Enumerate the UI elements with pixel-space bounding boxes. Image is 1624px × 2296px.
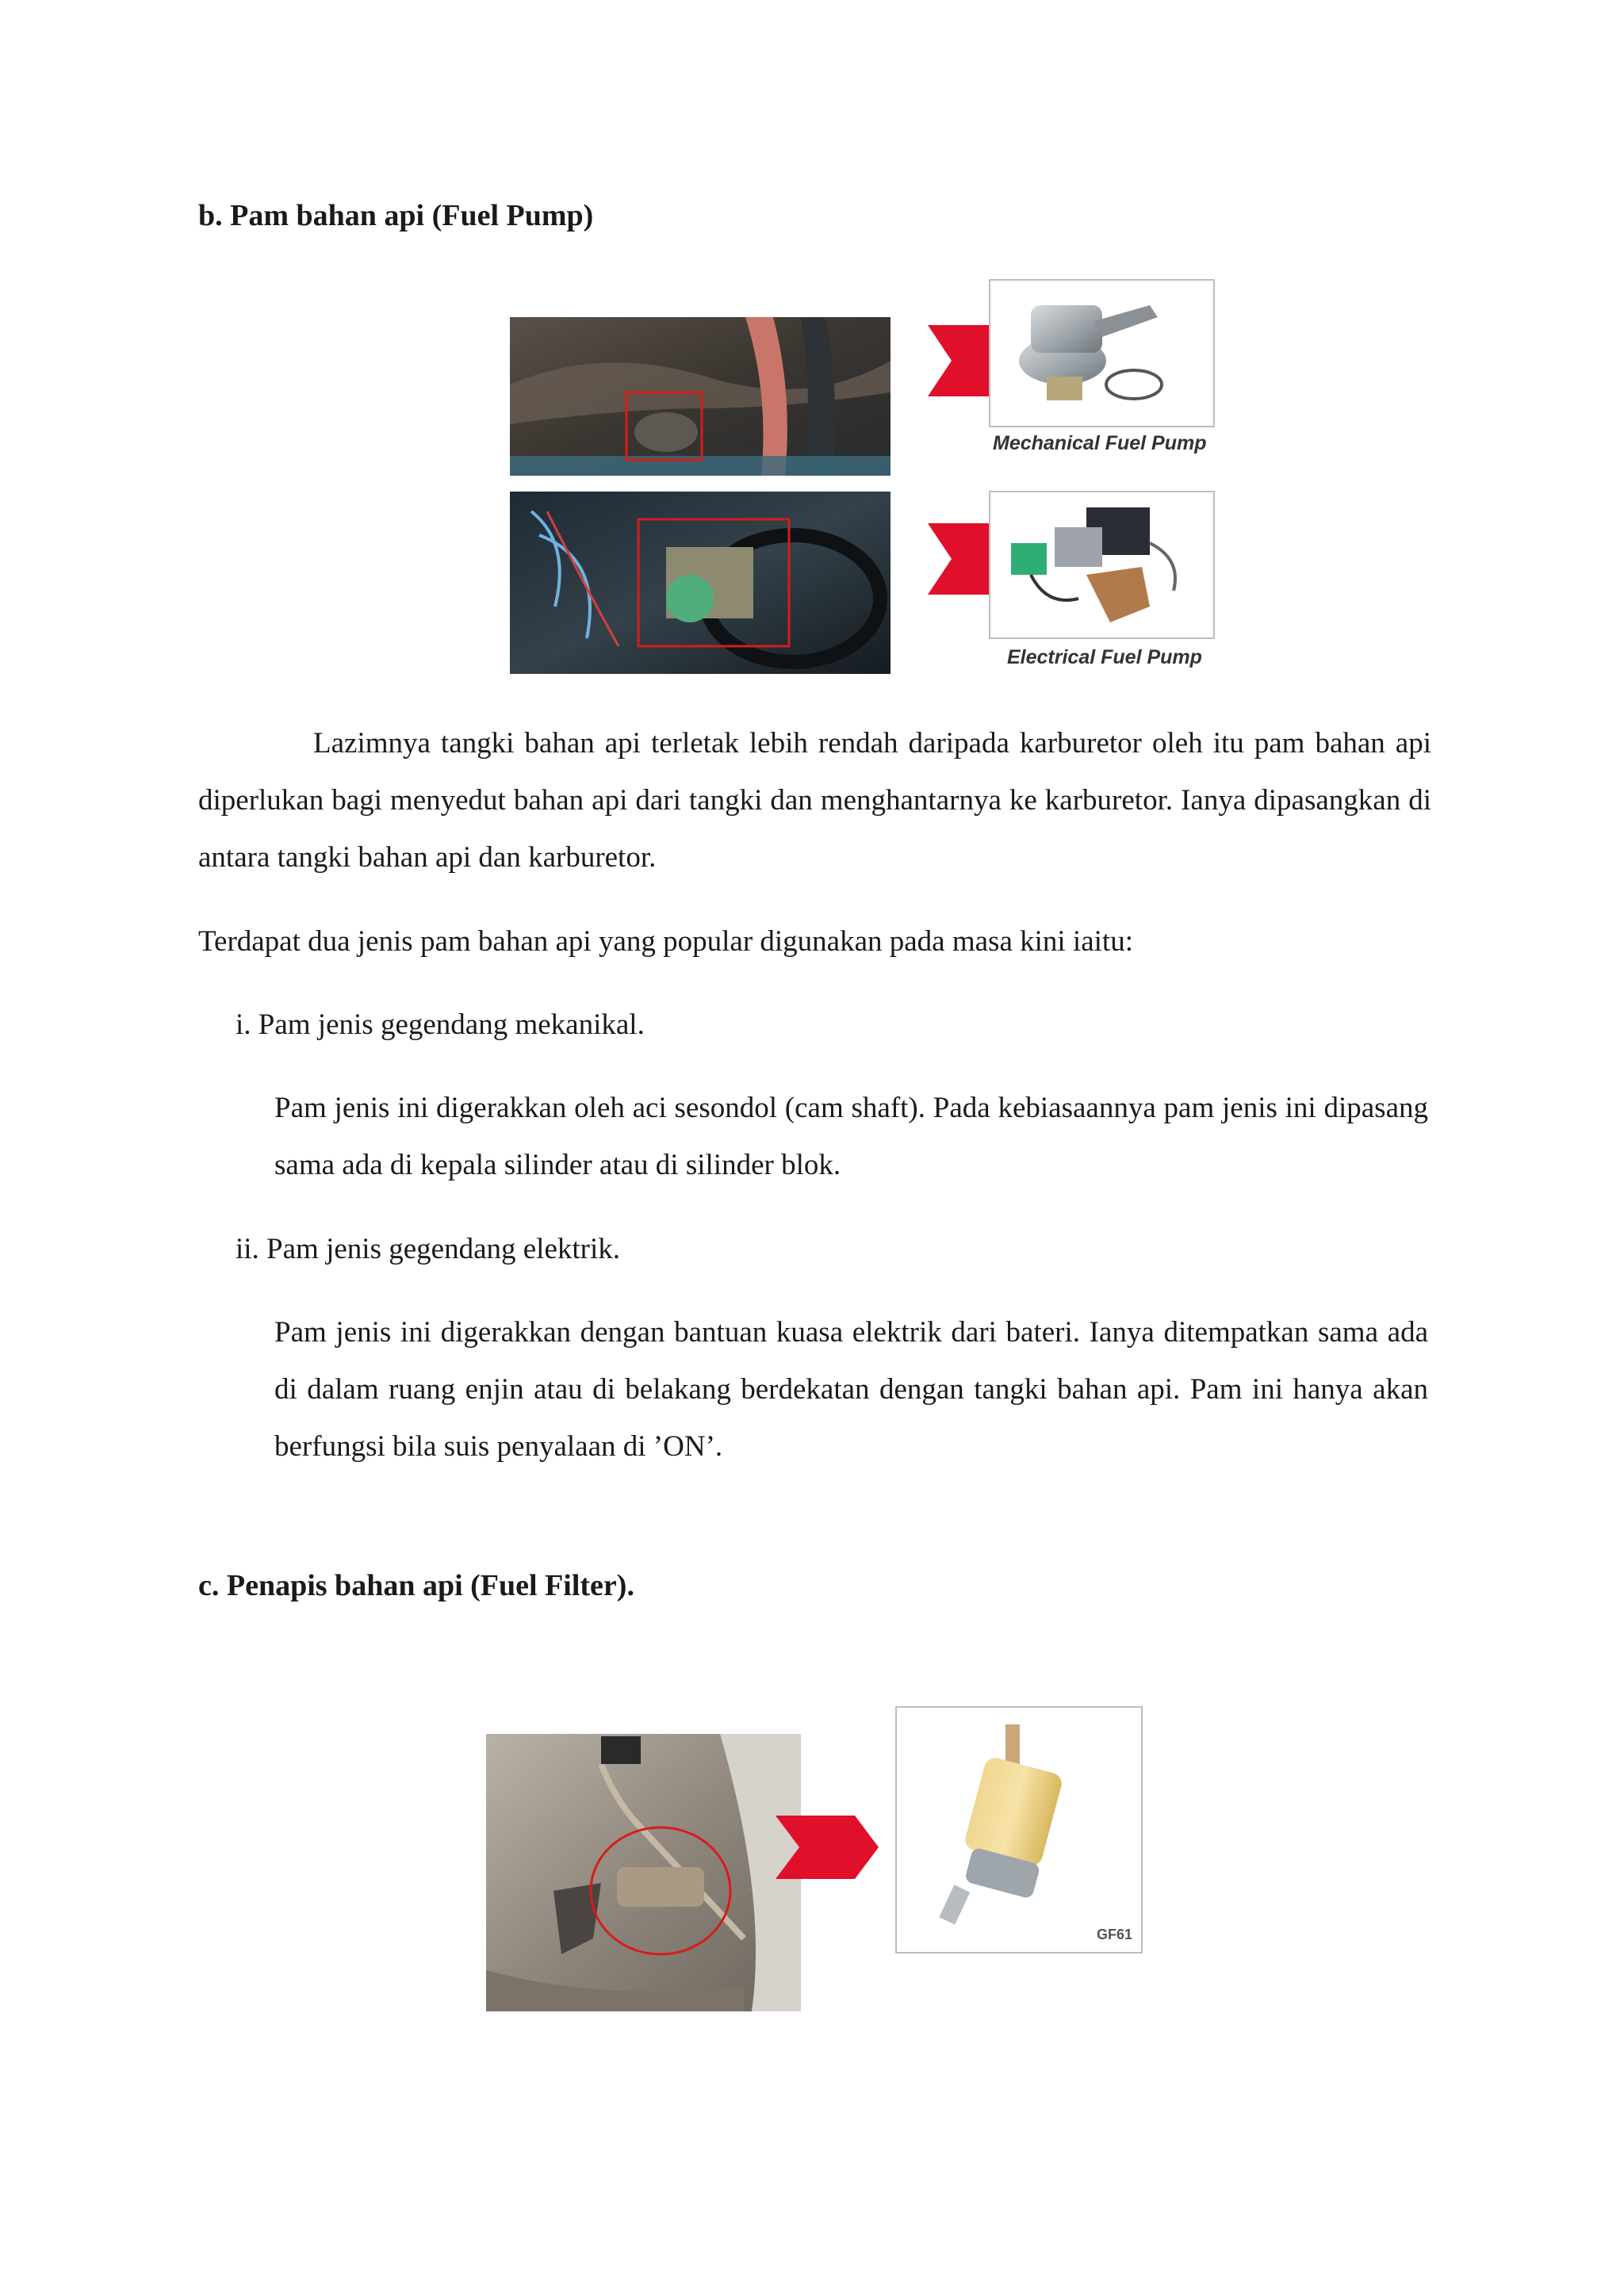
paragraph-fuel-pump-intro: Lazimnya tangki bahan api terletak lebih rendah daripada karburetor oleh itu pam bahan api diperlukan bagi menyedut bahan api dari tangki dan menghantarnya ke karburetor. Ianya dipasangkan di antara tangki bahan api dan karburetor. bbox=[198, 727, 1431, 874]
electrical-fuel-pump-photo bbox=[990, 492, 1214, 638]
fuel-filter-figure bbox=[482, 1701, 1148, 2018]
section-b-heading: b. Pam bahan api (Fuel Pump) bbox=[198, 199, 594, 232]
fuel-filter-location-photo bbox=[486, 1734, 801, 2011]
fuel-filter-product-photo bbox=[896, 1707, 1142, 1953]
engine-photo-electrical bbox=[510, 492, 891, 674]
list-item-title: i. Pam jenis gegendang mekanikal. bbox=[236, 1008, 645, 1041]
list-item-body: Pam jenis ini digerakkan oleh aci sesondol (cam shaft). Pada kebiasaannya pam jenis ini dipasang sama ada di kepala silinder atau di silinder blok. bbox=[274, 1092, 1428, 1181]
filter-model-label: GF61 bbox=[1097, 1927, 1133, 1942]
pump-types-intro: Terdapat dua jenis pam bahan api yang popular digunakan pada masa kini iaitu: bbox=[198, 925, 1133, 958]
mechanical-fuel-pump-caption: Mechanical Fuel Pump bbox=[993, 432, 1207, 454]
mechanical-fuel-pump-photo bbox=[990, 280, 1214, 427]
list-item-body: Pam jenis ini digerakkan dengan bantuan kuasa elektrik dari bateri. Ianya ditempatkan sama ada di dalam ruang enjin atau di belakang berdekatan dengan tangki bahan api. Pam ini hanya akan berfungsi bila suis penyalaan di ’ON’. bbox=[274, 1316, 1428, 1463]
fuel-pump-illustration bbox=[508, 274, 1221, 678]
electrical-fuel-pump-caption: Electrical Fuel Pump bbox=[1007, 646, 1202, 668]
engine-photo-mechanical bbox=[510, 317, 891, 476]
list-item-title: ii. Pam jenis gegendang elektrik. bbox=[236, 1233, 620, 1265]
fuel-pump-figure bbox=[508, 274, 1221, 678]
section-c-heading: c. Penapis bahan api (Fuel Filter). bbox=[198, 1569, 634, 1602]
fuel-filter-illustration bbox=[482, 1701, 1148, 2018]
